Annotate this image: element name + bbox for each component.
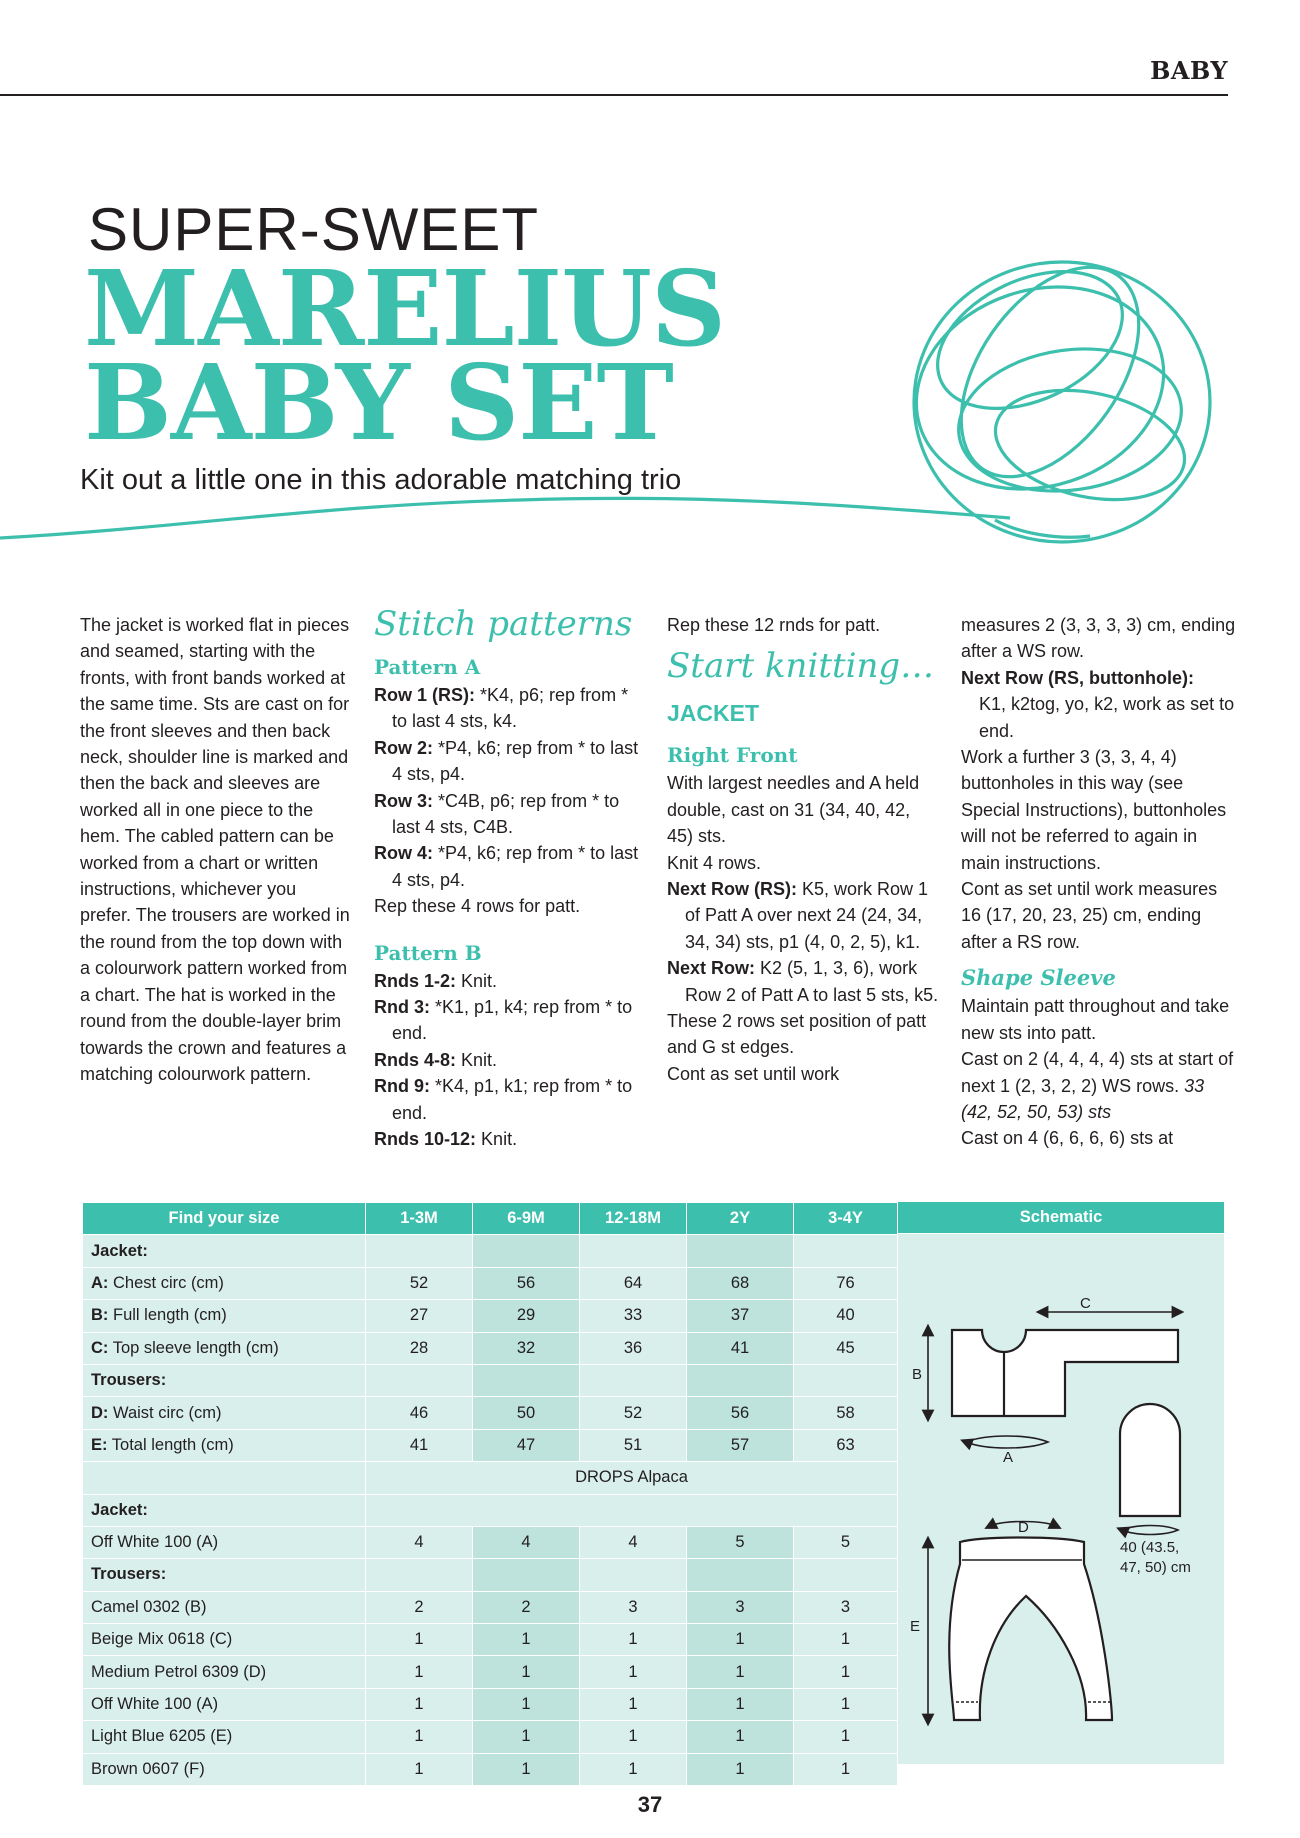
- row-label: E: Total length (cm): [83, 1429, 366, 1461]
- table-row: [83, 1688, 898, 1720]
- table-cell: 29: [473, 1300, 580, 1332]
- buttonhole-text: K1, k2tog, yo, k2, work as set to end.: [979, 694, 1235, 741]
- table-cell: 41: [687, 1332, 794, 1364]
- jacket-outline: [952, 1330, 1178, 1416]
- table-cell: 63: [794, 1429, 898, 1461]
- cast-on-sleeve-paragraph-2: Cast on 4 (6, 6, 6, 6) sts at: [961, 1128, 1174, 1149]
- table-cell: 28: [366, 1332, 473, 1364]
- table-cell: 1: [687, 1688, 794, 1720]
- table-cell: 1: [366, 1688, 473, 1720]
- section-label: Jacket:: [83, 1235, 366, 1267]
- header-rule: [0, 94, 1228, 96]
- table-cell: 1: [794, 1688, 898, 1720]
- next-row: Next Row: K2 (5, 1, 3, 6), work Row 2 of Patt A to last 5 sts, k5.: [667, 958, 939, 1005]
- table-cell: 56: [473, 1267, 580, 1299]
- table-section-row: [83, 1364, 898, 1396]
- table-cell: 46: [366, 1397, 473, 1429]
- table-cell: 1: [473, 1624, 580, 1656]
- row-label: A: Chest circ (cm): [83, 1267, 366, 1299]
- table-row: [83, 1429, 898, 1461]
- table-cell: 3: [580, 1591, 687, 1623]
- table-cell: 52: [580, 1397, 687, 1429]
- table-cell: 45: [794, 1332, 898, 1364]
- table-cell: 32: [473, 1332, 580, 1364]
- pattern-b-heading: Pattern B: [374, 940, 482, 965]
- table-cell: 1: [366, 1753, 473, 1785]
- table-cell: 1: [580, 1721, 687, 1753]
- right-front-heading: Right Front: [667, 743, 798, 768]
- table-cell: 64: [580, 1267, 687, 1299]
- table-row: [83, 1332, 898, 1364]
- headline-subtitle: Kit out a little one in this adorable matching trio: [80, 464, 682, 496]
- label-a: A: [1003, 1449, 1014, 1466]
- table-row: [83, 1721, 898, 1753]
- table-cell: 52: [366, 1267, 473, 1299]
- table-cell: 1: [687, 1721, 794, 1753]
- pattern-b-row: Rnds 4-8: Knit.: [374, 1049, 498, 1070]
- table-row: [83, 1591, 898, 1623]
- table-cell: 4: [473, 1526, 580, 1558]
- yarn-name-row: [83, 1462, 898, 1494]
- row-label: Light Blue 6205 (E): [83, 1721, 366, 1753]
- stitch-patterns-column: [374, 602, 646, 1153]
- title-line-1: MARELIUS: [84, 247, 726, 370]
- table-cell: 1: [366, 1721, 473, 1753]
- table-cell: 5: [687, 1526, 794, 1558]
- table-cell: 58: [794, 1397, 898, 1429]
- table-cell: 1: [687, 1753, 794, 1785]
- pattern-b-repeat: Rep these 12 rnds for patt.: [667, 615, 881, 635]
- table-cell: 1: [794, 1753, 898, 1785]
- buttonhole-label: Next Row (RS, buttonhole):: [961, 667, 1194, 688]
- cast-on-paragraph: With largest needles and A held double, cast on 31 (34, 40, 42, 45) sts.: [667, 773, 920, 847]
- label-e: E: [910, 1618, 921, 1635]
- table-cell: 51: [580, 1429, 687, 1461]
- table-cell: 3: [794, 1591, 898, 1623]
- table-cell: 1: [580, 1656, 687, 1688]
- label-d: D: [1018, 1519, 1029, 1536]
- table-cell: 40: [794, 1300, 898, 1332]
- table-cell: 1: [687, 1656, 794, 1688]
- cast-on-sleeve-paragraph: Cast on 2 (4, 4, 4, 4) sts at start of next 1 (2, 3, 2, 2) WS rows. 33 (42, 52, 50, 53) sts: [961, 1049, 1234, 1122]
- table-row: [83, 1753, 898, 1785]
- table-cell: 68: [687, 1267, 794, 1299]
- pattern-b-row: Rnd 9: *K4, p1, k1; rep from * to end.: [374, 1076, 633, 1123]
- hat-size-line-1: 40 (43.5,: [1120, 1539, 1180, 1556]
- row-label: Off White 100 (A): [83, 1526, 366, 1558]
- continue-paragraph: Cont as set until work: [667, 1063, 840, 1084]
- table-row: [83, 1526, 898, 1558]
- row-label: D: Waist circ (cm): [83, 1397, 366, 1429]
- title-line-2: BABY SET: [84, 341, 673, 464]
- pattern-b-row: Rnds 1-2: Knit.: [374, 970, 498, 991]
- row-label: B: Full length (cm): [83, 1300, 366, 1332]
- header-cell: 2Y: [687, 1203, 794, 1235]
- table-row: [83, 1300, 898, 1332]
- table-cell: 1: [366, 1624, 473, 1656]
- section-label: Jacket:: [83, 1494, 366, 1526]
- hat-size-line-2: 47, 50) cm: [1120, 1559, 1191, 1576]
- table-row: [83, 1656, 898, 1688]
- row-label: Off White 100 (A): [83, 1688, 366, 1720]
- label-c: C: [1080, 1295, 1091, 1312]
- page-number: 37: [637, 1792, 663, 1817]
- yarn-name: DROPS Alpaca: [366, 1462, 898, 1494]
- schematic-drawing: [898, 1234, 1224, 1764]
- header-cell: Find your size: [83, 1203, 366, 1235]
- pattern-b-row: Rnds 10-12: Knit.: [374, 1129, 518, 1150]
- section-tag: BABY: [1150, 56, 1228, 85]
- jacket-heading: JACKET: [667, 700, 760, 727]
- start-knitting-column: [667, 612, 939, 1087]
- pattern-a-repeat: Rep these 4 rows for patt.: [374, 896, 581, 917]
- table-cell: 1: [687, 1624, 794, 1656]
- shape-sleeve-heading: Shape Sleeve: [961, 965, 1116, 991]
- pattern-a-row: Row 4: *P4, k6; rep from * to last 4 sts, p4.: [374, 843, 639, 890]
- maintain-paragraph: Maintain patt throughout and take new sts into patt.: [961, 996, 1230, 1043]
- table-section-row: [83, 1494, 898, 1526]
- table-cell: 1: [473, 1721, 580, 1753]
- row-label: Medium Petrol 6309 (D): [83, 1656, 366, 1688]
- table-header-row: [83, 1203, 898, 1235]
- header-cell: 3-4Y: [794, 1203, 898, 1235]
- headline-kicker: SUPER-SWEET: [88, 196, 540, 263]
- table-cell: 1: [473, 1656, 580, 1688]
- cont-paragraph: Cont as set until work measures 16 (17, 20, 23, 25) cm, ending after a RS row.: [961, 879, 1218, 952]
- intro-column: [80, 612, 352, 1087]
- table-cell: 1: [580, 1624, 687, 1656]
- table-cell: 76: [794, 1267, 898, 1299]
- header-cell: 6-9M: [473, 1203, 580, 1235]
- table-cell: 1: [473, 1688, 580, 1720]
- trousers-outline: [949, 1538, 1112, 1721]
- table-cell: 56: [687, 1397, 794, 1429]
- buttonholes-paragraph: Work a further 3 (3, 3, 4, 4) buttonholes in this way (see Special Instructions), buttonholes will not be referred to again in main instructions.: [961, 747, 1227, 873]
- row-label: Camel 0302 (B): [83, 1591, 366, 1623]
- headline-title: [84, 247, 726, 464]
- size-table: [82, 1202, 898, 1786]
- a-circumference-arrow: [966, 1436, 1048, 1448]
- label-b: B: [912, 1366, 923, 1383]
- table-cell: 2: [366, 1591, 473, 1623]
- instructions-column: [961, 612, 1239, 1152]
- table-cell: 47: [473, 1429, 580, 1461]
- table-cell: 3: [687, 1591, 794, 1623]
- next-row-rs: Next Row (RS): K5, work Row 1 of Patt A over next 24 (24, 34, 34, 34) sts, p1 (4, 0, 2, 5), k1.: [667, 879, 929, 952]
- pattern-a-row: Row 3: *C4B, p6; rep from * to last 4 sts, C4B.: [374, 790, 620, 838]
- pattern-b-row: Rnd 3: *K1, p1, k4; rep from * to end.: [374, 997, 633, 1044]
- row-label: Brown 0607 (F): [83, 1753, 366, 1785]
- table-cell: 2: [473, 1591, 580, 1623]
- pattern-a-row: Row 1 (RS): *K4, p6; rep from * to last 4 sts, k4.: [374, 685, 629, 732]
- section-label: Trousers:: [83, 1559, 366, 1591]
- pattern-a-heading: Pattern A: [374, 655, 481, 679]
- stitch-patterns-heading: Stitch patterns: [374, 604, 633, 644]
- table-section-row: [83, 1559, 898, 1591]
- intro-paragraph: The jacket is worked flat in pieces and seamed, starting with the fronts, with front bands worked at the same time. Sts are cast on for the front sleeves and then back neck, shoulder line is marked and then the back and sleeves are worked all in one piece to the hem. The cabled pattern can be worked from a chart or written instructions, whichever you prefer. The trousers are worked in the round from the top down with a colourwork pattern worked from a chart. The hat is worked in the round from the double-layer brim towards the crown and features a matching colourwork pattern.: [80, 615, 350, 1084]
- table-cell: 36: [580, 1332, 687, 1364]
- table-cell: 5: [794, 1526, 898, 1558]
- table-cell: 37: [687, 1300, 794, 1332]
- start-knitting-heading: Start knitting…: [667, 646, 935, 687]
- table-row: [83, 1624, 898, 1656]
- table-row: [83, 1397, 898, 1429]
- table-row: [83, 1267, 898, 1299]
- table-cell: 1: [366, 1656, 473, 1688]
- table-cell: 1: [794, 1721, 898, 1753]
- table-cell: 1: [473, 1753, 580, 1785]
- table-cell: 1: [794, 1656, 898, 1688]
- row-label: Beige Mix 0618 (C): [83, 1624, 366, 1656]
- table-section-row: [83, 1235, 898, 1267]
- header-cell: 12-18M: [580, 1203, 687, 1235]
- table-cell: 1: [580, 1753, 687, 1785]
- measures-paragraph: measures 2 (3, 3, 3, 3) cm, ending after a WS row.: [961, 615, 1236, 662]
- schematic-panel: [898, 1234, 1224, 1764]
- table-cell: 4: [580, 1526, 687, 1558]
- section-label: Trousers:: [83, 1364, 366, 1396]
- schematic-heading: Schematic: [898, 1202, 1224, 1233]
- knit-rows-paragraph: Knit 4 rows.: [667, 852, 762, 873]
- table-cell: 1: [580, 1688, 687, 1720]
- table-cell: 33: [580, 1300, 687, 1332]
- table-cell: 4: [366, 1526, 473, 1558]
- position-paragraph: These 2 rows set position of patt and G st edges.: [667, 1011, 927, 1058]
- row-label: C: Top sleeve length (cm): [83, 1332, 366, 1364]
- header-cell: 1-3M: [366, 1203, 473, 1235]
- table-cell: 50: [473, 1397, 580, 1429]
- table-cell: 1: [794, 1624, 898, 1656]
- table-cell: 57: [687, 1429, 794, 1461]
- hat-circumference-arrow: [1122, 1526, 1178, 1535]
- table-cell: 27: [366, 1300, 473, 1332]
- table-cell: 41: [366, 1429, 473, 1461]
- pattern-a-row: Row 2: *P4, k6; rep from * to last 4 sts, p4.: [374, 737, 639, 785]
- hat-outline: [1120, 1404, 1180, 1516]
